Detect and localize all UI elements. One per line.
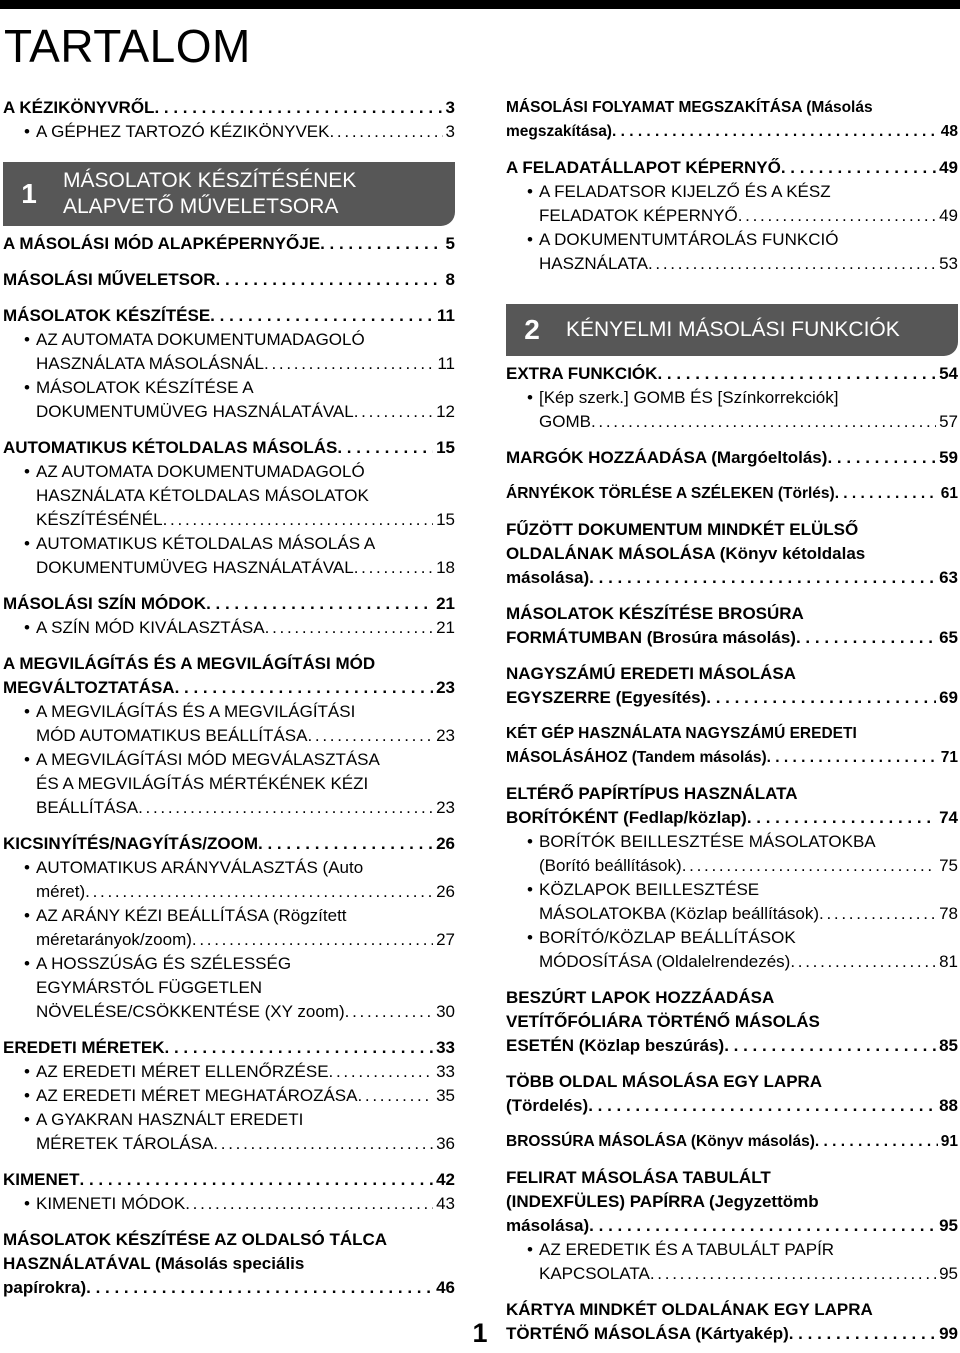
bullet-icon: • [24,1062,30,1081]
toc-section-entry[interactable] [3,232,455,256]
dot-leader [796,626,936,650]
dot-leader [320,232,442,256]
toc-section-entry[interactable] [506,722,958,770]
toc-entry-text: MÁSOLATOK KÉSZÍTÉSE BROSÚRA [506,604,804,623]
toc-entry-text: MEGVÁLTOZTATÁSA [3,678,175,697]
toc-entry-text: HASZNÁLATA [539,254,648,273]
toc-page-number: 65 [939,628,958,647]
toc-entry-text: MÁSOLÁSI FOLYAMAT MEGSZAKÍTÁSA (Másolás [506,99,873,116]
dot-leader [354,556,433,580]
toc-page-number: 11 [437,306,455,325]
dot-leader [85,880,433,904]
toc-entry-text: (INDEXFÜLES) PAPÍRRA (Jegyzettömb [506,1192,819,1211]
chapter-banner [3,162,455,226]
toc-entry-text: A MEGVILÁGÍTÁS ÉS A MEGVILÁGÍTÁSI [36,702,356,721]
toc-entry-text: A GYAKRAN HASZNÁLT EREDETI [36,1110,304,1129]
toc-entry-text: KÉT GÉP HASZNÁLATA NAGYSZÁMÚ EREDETI [506,725,857,742]
toc-section-entry[interactable] [506,446,958,470]
toc-entry-text: (Tördelés) [506,1096,589,1115]
toc-subsection-entry[interactable] [506,830,958,878]
toc-subsection-entry[interactable] [3,376,455,424]
toc-section-entry[interactable] [506,1130,958,1154]
toc-entry-text: EREDETI MÉRETEK [3,1038,165,1057]
toc-page-number: 46 [436,1278,455,1297]
toc-entry-text: A FELADATSOR KIJELZŐ ÉS A KÉSZ [539,182,831,201]
toc-section-entry[interactable] [506,96,958,144]
dot-leader [206,592,433,616]
toc-entry-text: A KÉZIKÖNYVRŐL [3,98,155,117]
dot-leader [767,746,938,770]
toc-subsection-entry[interactable] [3,328,455,376]
chapter-number: 1 [21,178,37,209]
toc-entry-text: KICSINYÍTÉS/NAGYÍTÁS/ZOOM [3,834,259,853]
toc-page-number: 69 [939,688,958,707]
toc-entry-text: méretarányok/zoom) [36,930,192,949]
toc-page-number: 74 [939,808,958,827]
toc-subsection-entry[interactable] [3,904,455,952]
page-title: TARTALOM [4,20,251,72]
toc-page-number: 21 [436,594,455,613]
toc-subsection-entry[interactable] [3,952,455,1024]
toc-entry-text: EXTRA FUNKCIÓK [506,364,658,383]
toc-section-entry[interactable] [506,518,958,590]
toc-section-entry[interactable] [506,482,958,506]
toc-entry-text: FŰZÖTT DOKUMENTUM MINDKÉT ELÜLSŐ [506,520,859,539]
toc-entry-text: EGYMÁRSTÓL FÜGGETLEN [36,978,263,997]
bullet-icon: • [24,954,30,973]
toc-entry-text: A MEGVILÁGÍTÁSI MÓD MEGVÁLASZTÁSA [36,750,380,769]
dot-leader [612,120,938,144]
dot-leader [354,400,433,424]
toc-entry-text: ÁRNYÉKOK TÖRLÉSE A SZÉLEKEN (Törlés) [506,485,835,502]
toc-page-number: 27 [436,930,455,949]
dot-leader [589,1214,936,1238]
toc-page-number: 23 [436,798,455,817]
toc-entry-text: másolása) [506,1216,590,1235]
toc-entry-text: A HOSSZÚSÁG ÉS SZÉLESSÉG [36,954,292,973]
toc-entry-text: BROSSÚRA MÁSOLÁSA (Könyv másolás) [506,1133,815,1150]
dot-leader [138,796,433,820]
toc-page-number: 12 [436,402,455,421]
toc-subsection-entry[interactable] [3,1060,455,1084]
bullet-icon: • [527,388,533,407]
toc-subsection-entry[interactable] [3,1108,455,1156]
toc-page-number: 49 [939,206,958,225]
toc-subsection-entry[interactable] [506,926,958,974]
dot-leader [210,304,434,328]
dot-leader [815,1130,938,1154]
dot-leader [329,120,442,144]
toc-page-number: 26 [436,882,455,901]
toc-entry-text: (Borító beállítások) [539,856,682,875]
toc-entry-text: GOMB [539,412,591,431]
toc-page-number: 3 [445,122,455,141]
dot-leader [819,902,936,926]
dot-leader [86,1276,433,1300]
toc-entry-text: AUTOMATIKUS KÉTOLDALAS MÁSOLÁS [3,438,338,457]
toc-section-entry[interactable] [3,96,455,120]
toc-subsection-entry[interactable] [3,1192,455,1216]
toc-page-number: 5 [445,234,455,253]
toc-subsection-entry[interactable] [3,460,455,532]
chapter-title-line: MÁSOLATOK KÉSZÍTÉSÉNEK [63,169,357,192]
toc-entry-text: másolása) [506,568,590,587]
toc-page-number: 99 [939,1324,958,1343]
toc-right-column [506,96,958,1346]
toc-section-entry[interactable] [3,1036,455,1060]
bullet-icon: • [24,1110,30,1129]
toc-entry-text: KAPCSOLATA [539,1264,650,1283]
toc-entry-text: MÁSOLÁSI MŰVELETSOR [3,270,216,289]
dot-leader [650,1262,936,1286]
bullet-icon: • [24,378,30,397]
dot-leader [185,1192,433,1216]
top-rule [0,0,960,9]
toc-entry-text: MARGÓK HOZZÁADÁSA (Margóeltolás) [506,448,828,467]
dot-leader [790,950,936,974]
toc-entry-text: AZ AUTOMATA DOKUMENTUMADAGOLÓ [36,462,365,481]
toc-entry-text: AZ EREDETI MÉRET MEGHATÁROZÁSA [36,1086,358,1105]
bullet-icon: • [24,330,30,349]
toc-page-number: 3 [445,98,455,117]
toc-section-entry[interactable] [506,362,958,386]
toc-page-number: 59 [939,448,958,467]
bullet-icon: • [527,1240,533,1259]
bullet-icon: • [527,832,533,851]
toc-page-number: 88 [939,1096,958,1115]
toc-entry-text: AZ ARÁNY KÉZI BEÁLLÍTÁSA (Rögzített [36,906,347,925]
toc-entry-text: DOKUMENTUMÜVEG HASZNÁLATÁVAL [36,558,354,577]
toc-page-number: 15 [436,510,455,529]
toc-entry-text: OLDALÁNAK MÁSOLÁSA (Könyv kétoldalas [506,544,866,563]
dot-leader [345,1000,433,1024]
bullet-icon: • [24,462,30,481]
dot-leader [265,616,433,640]
toc-section-entry[interactable] [3,652,455,700]
toc-entry-text: FELIRAT MÁSOLÁSA TABULÁLT [506,1168,771,1187]
toc-entry-text: KÁRTYA MINDKÉT OLDALÁNAK EGY LAPRA [506,1300,873,1319]
toc-section-entry[interactable] [506,1166,958,1238]
toc-section-entry[interactable] [3,832,455,856]
bullet-icon: • [24,750,30,769]
dot-leader [307,724,433,748]
toc-page-number: 53 [939,254,958,273]
toc-entry-text: MÁSOLATOK KÉSZÍTÉSE [3,306,211,325]
dot-leader [329,1060,434,1084]
toc-entry-text: MÁSOLATOKBA (Közlap beállítások) [539,904,819,923]
toc-page-number: 61 [940,485,958,502]
chapter-number: 2 [524,314,540,345]
dot-leader [165,1036,434,1060]
toc-entry-text: FELADATOK KÉPERNYŐ [539,206,738,225]
bullet-icon: • [527,880,533,899]
toc-page-number: 36 [436,1134,455,1153]
bullet-icon: • [24,1194,30,1213]
chapter-title [566,304,900,356]
dot-leader [80,1168,434,1192]
toc-subsection-entry[interactable] [506,180,958,228]
toc-entry-text: BEÁLLÍTÁSA [36,798,139,817]
dot-leader [781,156,936,180]
toc-entry-text: BORÍTÓK BEILLESZTÉSE MÁSOLATOKBA [539,832,876,851]
toc-entry-text: AZ EREDETI MÉRET ELLENŐRZÉSE [36,1062,329,1081]
toc-page-number: 75 [939,856,958,875]
toc-page-number: 78 [939,904,958,923]
toc-subsection-entry[interactable] [506,1238,958,1286]
toc-page-number: 21 [436,618,455,637]
toc-entry-text: BORÍTÓ/KÖZLAP BEÁLLÍTÁSOK [539,928,796,947]
toc-entry-text: HASZNÁLATA KÉTOLDALAS MÁSOLATOK [36,486,369,505]
toc-entry-text: AUTOMATIKUS KÉTOLDALAS MÁSOLÁS A [36,534,376,553]
toc-page-number: 43 [436,1194,455,1213]
toc-page-number: 57 [939,412,958,431]
chapter-banner [506,304,958,356]
dot-leader [827,446,936,470]
dot-leader [835,482,938,506]
toc-subsection-entry[interactable] [506,878,958,926]
toc-subsection-entry[interactable] [3,616,455,640]
toc-page-number: 91 [940,1133,958,1150]
toc-section-entry[interactable] [3,304,455,328]
toc-entry-text: KÖZLAPOK BEILLESZTÉSE [539,880,760,899]
toc-entry-text: HASZNÁLATA MÁSOLÁSNÁL [36,354,264,373]
toc-page-number: 95 [939,1264,958,1283]
dot-leader [747,806,936,830]
toc-page-number: 42 [436,1170,455,1189]
toc-entry-text: VETÍTŐFÓLIÁRA TÖRTÉNŐ MÁSOLÁS [506,1012,820,1031]
toc-page-number: 54 [939,364,958,383]
bullet-icon: • [24,122,30,141]
toc-page-number: 48 [940,123,958,140]
toc-entry-text: papírokra) [3,1278,87,1297]
toc-page-number: 23 [436,678,455,697]
toc-entry-text: KIMENET [3,1170,80,1189]
dot-leader [264,352,434,376]
dot-leader [591,410,936,434]
toc-section-entry[interactable] [506,602,958,650]
toc-entry-text: ELTÉRŐ PAPÍRTÍPUS HASZNÁLATA [506,784,798,803]
toc-page-number: 33 [436,1038,455,1057]
dot-leader [175,676,434,700]
toc-entry-text: DOKUMENTUMÜVEG HASZNÁLATÁVAL [36,402,354,421]
dot-leader [682,854,936,878]
toc-section-entry[interactable] [506,782,958,830]
toc-entry-text: A GÉPHEZ TARTOZÓ KÉZIKÖNYVEK [36,122,330,141]
toc-entry-text: TÖBB OLDAL MÁSOLÁSA EGY LAPRA [506,1072,823,1091]
toc-entry-text: BORÍTÓKÉNT (Fedlap/közlap) [506,808,747,827]
bullet-icon: • [24,906,30,925]
toc-section-entry[interactable] [506,986,958,1058]
toc-subsection-entry[interactable] [3,700,455,748]
toc-page-number: 23 [436,726,455,745]
toc-entry-text: MÁSOLATOK KÉSZÍTÉSE AZ OLDALSÓ TÁLCA [3,1230,388,1249]
dot-leader [357,1084,433,1108]
toc-subsection-entry[interactable] [3,532,455,580]
dot-leader [648,252,936,276]
dot-leader [258,832,433,856]
toc-entry-text: KIMENETI MÓDOK [36,1194,186,1213]
toc-entry-text: AZ AUTOMATA DOKUMENTUMADAGOLÓ [36,330,365,349]
dot-leader [738,204,936,228]
toc-page-number: 81 [939,952,958,971]
bullet-icon: • [527,230,533,249]
toc-page-number: 15 [436,438,455,457]
chapter-title-line: KÉNYELMI MÁSOLÁSI FUNKCIÓK [566,318,900,341]
toc-subsection-entry[interactable] [3,748,455,820]
toc-page-number: 11 [437,354,455,373]
toc-section-entry[interactable] [506,156,958,180]
toc-section-entry[interactable] [3,436,455,460]
toc-entry-text: A FELADATÁLLAPOT KÉPERNYŐ [506,158,781,177]
toc-entry-text: MÁSOLÁSI SZÍN MÓDOK [3,594,207,613]
dot-leader [216,268,443,292]
bullet-icon: • [24,858,30,877]
bullet-icon: • [24,618,30,637]
toc-section-entry[interactable] [506,1070,958,1118]
bullet-icon: • [527,182,533,201]
toc-entry-text: KÉSZÍTÉSÉNÉL [36,510,163,529]
toc-page-number: 18 [436,558,455,577]
toc-entry-text: AUTOMATIKUS ARÁNYVÁLASZTÁS (Auto [36,858,364,877]
toc-entry-text: NAGYSZÁMÚ EREDETI MÁSOLÁSA [506,664,796,683]
toc-entry-text: HASZNÁLATÁVAL (Másolás speciális [3,1254,305,1273]
toc-page-number: 49 [939,158,958,177]
toc-section-entry[interactable] [3,268,455,292]
dot-leader [154,96,442,120]
toc-entry-text: A DOKUMENTUMTÁROLÁS FUNKCIÓ [539,230,839,249]
toc-page-number: 8 [445,270,455,289]
toc-page-number: 26 [436,834,455,853]
toc-entry-text: ESETÉN (Közlap beszúrás) [506,1036,725,1055]
toc-entry-text: TÖRTÉNŐ MÁSOLÁSA (Kártyakép) [506,1324,789,1343]
toc-section-entry[interactable] [3,1228,455,1300]
toc-entry-text: BESZÚRT LAPOK HOZZÁADÁSA [506,988,775,1007]
chapter-title-line: ALAPVETŐ MŰVELETSORA [63,195,339,218]
toc-entry-text: FORMÁTUMBAN (Brosúra másolás) [506,628,796,647]
toc-entry-text: A SZÍN MÓD KIVÁLASZTÁSA [36,618,265,637]
toc-page-number: 95 [939,1216,958,1235]
toc-section-entry[interactable] [3,592,455,616]
dot-leader [589,566,936,590]
toc-entry-text: A MÁSOLÁSI MÓD ALAPKÉPERNYŐJE [3,234,321,253]
toc-subsection-entry[interactable] [3,120,455,144]
toc-subsection-entry[interactable] [3,856,455,904]
toc-entry-text: MÁSOLÁSÁHOZ (Tandem másolás) [506,749,767,766]
bullet-icon: • [24,1086,30,1105]
page-number: 1 [472,1318,488,1348]
bullet-icon: • [527,928,533,947]
toc-entry-text: MÁSOLATOK KÉSZÍTÉSE A [36,378,254,397]
toc-page-number: 71 [940,749,958,766]
toc-entry-text: [Kép szerk.] GOMB ÉS [Színkorrekciók] [539,388,839,407]
toc-entry-text: A MEGVILÁGÍTÁS ÉS A MEGVILÁGÍTÁSI MÓD [3,654,376,673]
toc-section-entry[interactable] [506,662,958,710]
toc-entry-text: megszakítása) [506,123,612,140]
toc-page-number: 30 [436,1002,455,1021]
toc-page-number: 63 [939,568,958,587]
toc-entry-text: EGYSZERRE (Egyesítés) [506,688,707,707]
dot-leader [163,508,433,532]
dot-leader [213,1132,433,1156]
toc-entry-text: AZ EREDETIK ÉS A TABULÁLT PAPÍR [539,1240,835,1259]
dot-leader [724,1034,936,1058]
chapter-title [63,162,356,226]
toc-page-number: 35 [436,1086,455,1105]
toc-subsection-entry[interactable] [3,1084,455,1108]
toc-page-number: 85 [939,1036,958,1055]
dot-leader [192,928,433,952]
toc-subsection-entry[interactable] [506,386,958,434]
dot-leader [657,362,936,386]
bullet-icon: • [24,534,30,553]
toc-entry-text: MÓDOSÍTÁSA (Oldalelrendezés) [539,952,791,971]
toc-page-number: 33 [436,1062,455,1081]
bullet-icon: • [24,702,30,721]
toc-entry-text: MÉRETEK TÁROLÁSA [36,1134,214,1153]
dot-leader [588,1094,936,1118]
toc-subsection-entry[interactable] [506,228,958,276]
toc-entry-text: MÓD AUTOMATIKUS BEÁLLÍTÁSA [36,726,308,745]
toc-entry-text: méret) [36,882,86,901]
toc-section-entry[interactable] [3,1168,455,1192]
toc-entry-text: ÉS A MEGVILÁGÍTÁS MÉRTÉKÉNEK KÉZI [36,774,369,793]
dot-leader [337,436,433,460]
dot-leader [706,686,936,710]
toc-entry-text: NÖVELÉSE/CSÖKKENTÉSE (XY zoom) [36,1002,345,1021]
toc-left-column [3,96,455,1300]
